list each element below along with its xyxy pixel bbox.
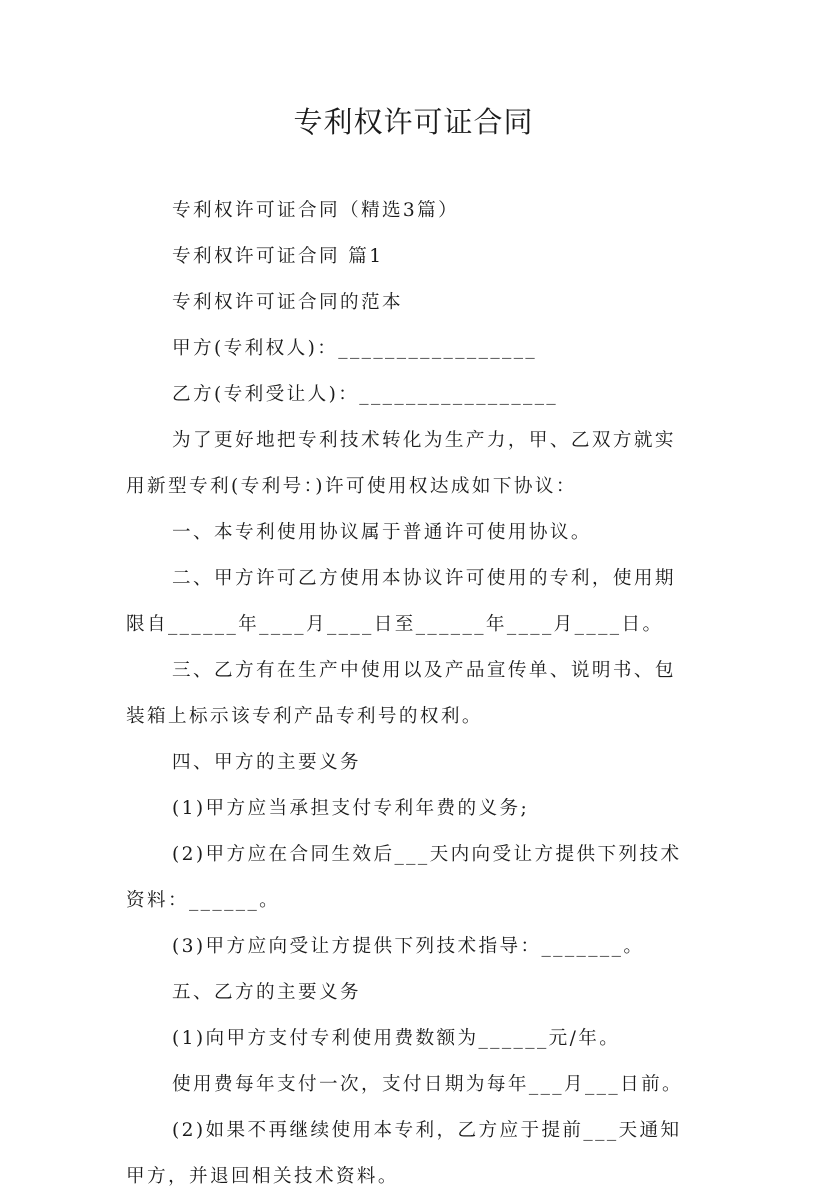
paragraph-clause-3: 三、乙方有在生产中使用以及产品宣传单、说明书、包 装箱上标示该专利产品专利号的权利。 — [126, 660, 676, 727]
paragraph-party-b: 乙方(专利受让人)：_________________ — [172, 384, 559, 405]
paragraph-preamble: 为了更好地把专利技术转化为生产力，甲、乙双方就实 用新型专利(专利号：)许可使用权达成如下协议： — [126, 430, 676, 497]
paragraph-clause-5-item-1: (1)向甲方支付专利使用费数额为______元/年。 — [172, 1028, 621, 1049]
paragraph-clause-5-item-2: (2)如果不再继续使用本专利，乙方应于提前___天通知 甲方，并退回相关技术资料。 — [126, 1120, 682, 1187]
paragraph-clause-5-heading: 五、乙方的主要义务 — [172, 982, 361, 1003]
paragraph-party-a: 甲方(专利权人)：_________________ — [172, 338, 538, 359]
paragraph-clause-2: 二、甲方许可乙方使用本协议许可使用的专利，使用期 限自______年____月____日至______年____月____日。 — [126, 568, 676, 635]
paragraph-clause-1: 一、本专利使用协议属于普通许可使用协议。 — [172, 522, 592, 543]
paragraph-clause-4-item-2: (2)甲方应在合同生效后___天内向受让方提供下列技术 资料：______。 — [126, 844, 682, 911]
paragraph-template-title: 专利权许可证合同的范本 — [172, 292, 403, 313]
paragraph-clause-4-item-1: (1)甲方应当承担支付专利年费的义务; — [172, 798, 530, 819]
paragraph-subtitle: 专利权许可证合同（精选3篇） — [172, 200, 460, 221]
paragraph-clause-4-heading: 四、甲方的主要义务 — [172, 752, 361, 773]
paragraph-clause-5-payment: 使用费每年支付一次，支付日期为每年___月___日前。 — [172, 1074, 684, 1095]
document-title: 专利权许可证合同 — [293, 105, 534, 139]
paragraph-clause-4-item-3: (3)甲方应向受让方提供下列技术指导：_______。 — [172, 936, 645, 957]
document-body — [126, 188, 710, 1200]
paragraph-section-heading: 专利权许可证合同 篇1 — [172, 246, 384, 267]
